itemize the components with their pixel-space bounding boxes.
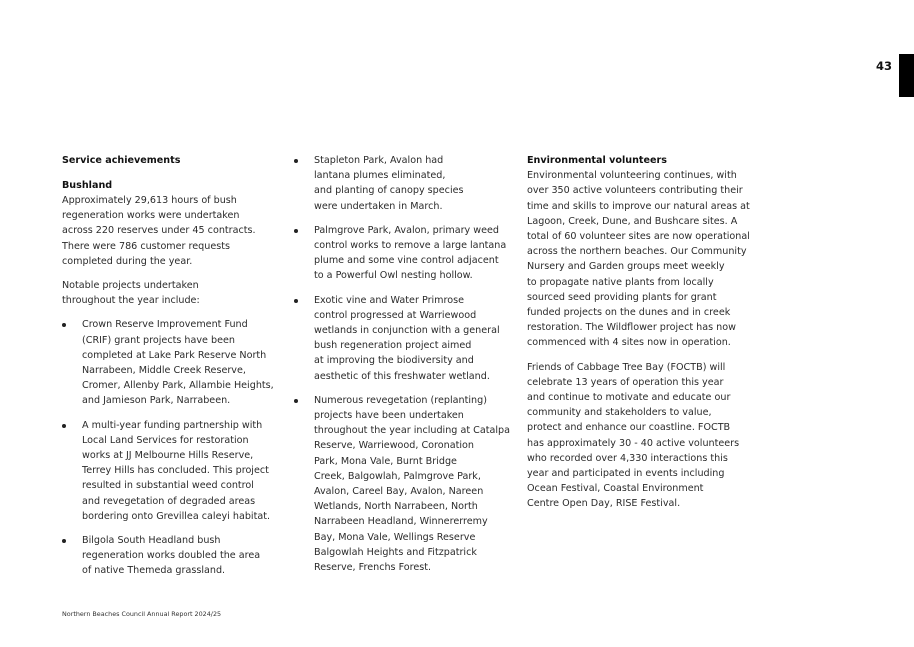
- subheading-bushland: Bushland: [62, 179, 113, 191]
- bullet-icon: [62, 323, 66, 327]
- list-item: A multi-year funding partnership with Local Land Services for restoration works at JJ Melbourne Hills Reserve, Terrey Hills has concluded. This project resulted in substantial weed control and revegetation of degraded areas bordering onto Grevillea caleyi habitat.: [62, 418, 277, 524]
- column-bushland: [62, 153, 277, 588]
- notable-projects-intro: Notable projects undertaken throughout the year include:: [62, 279, 200, 307]
- page-number: 43: [875, 59, 892, 73]
- bullet-icon: [62, 539, 66, 543]
- list-item: Palmgrove Park, Avalon, primary weed control works to remove a large lantana plume and some vine control adjacent to a Powerful Owl nesting hollow.: [294, 223, 509, 284]
- list-item: Exotic vine and Water Primrose control progressed at Warriewood wetlands in conjunction with a general bush regeneration project aimed at improving the biodiversity and aesthetic of this freshwater wetland.: [294, 293, 509, 384]
- bullet-icon: [294, 229, 298, 233]
- volunteers-paragraph: Environmental volunteering continues, with over 350 active volunteers contributing their time and skills to improve our natural areas at Lagoon, Creek, Dune, and Bushcare sites. A total of 60 volunteer sites are now operational across the northern beaches. Our Community Nursery and Garden groups meet weekly to propagate native plants from locally sourced seed providing plants for grant funded projects on the dunes and in creek restoration. The Wildflower project has now commenced with 4 sites now in operation.: [527, 170, 750, 349]
- list-item: Numerous revegetation (replanting) projects have been undertaken throughout the year including at Catalpa Reserve, Warriewood, Coronation Park, Mona Vale, Burnt Bridge Creek, Balgowlah, Palmgrove Park, Avalon, Careel Bay, Avalon, Nareen Wetlands, North Narrabeen, North Narrabeen Headland, Winnererremy Bay, Mona Vale, Wellings Reserve Balgowlah Heights and Fitzpatrick Reserve, Frenchs Forest.: [294, 393, 509, 575]
- bushland-intro: Approximately 29,613 hours of bush regeneration works were undertaken across 220 reserves under 45 contracts. There were 786 customer requests completed during the year.: [62, 194, 256, 267]
- bullet-icon: [294, 299, 298, 303]
- section-title: Service achievements: [62, 155, 181, 166]
- bullet-icon: [294, 159, 298, 163]
- column-environmental-volunteers: [527, 153, 750, 521]
- foctb-paragraph: Friends of Cabbage Tree Bay (FOCTB) will celebrate 13 years of operation this year and continue to motivate and educate our community and stakeholders to value, protect and enhance our coastline. FOCTB has approximately 30 - 40 active volunteers who recorded over 4,330 interactions this year and participated in events including Ocean Festival, Coastal Environment Centre Open Day, RISE Festival.: [527, 361, 740, 510]
- bullet-icon: [294, 399, 298, 403]
- report-footer: Northern Beaches Council Annual Report 2024/25: [62, 610, 222, 618]
- subheading-environmental-volunteers: Environmental volunteers: [527, 155, 667, 166]
- section-tab-marker: [899, 54, 914, 97]
- column-projects-continued: [294, 153, 509, 584]
- list-item: Bilgola South Headland bush regeneration works doubled the area of native Themeda grassland.: [62, 533, 277, 579]
- bullet-icon: [62, 424, 66, 428]
- list-item: Stapleton Park, Avalon had lantana plumes eliminated, and planting of canopy species were undertaken in March.: [294, 153, 509, 214]
- list-item: Crown Reserve Improvement Fund (CRIF) grant projects have been completed at Lake Park Reserve North Narrabeen, Middle Creek Reserve, Cromer, Allenby Park, Allambie Heights, and Jamieson Park, Narrabeen.: [62, 317, 277, 408]
- bushland-projects-list: [62, 317, 277, 578]
- bushland-projects-list-continued: [294, 153, 509, 575]
